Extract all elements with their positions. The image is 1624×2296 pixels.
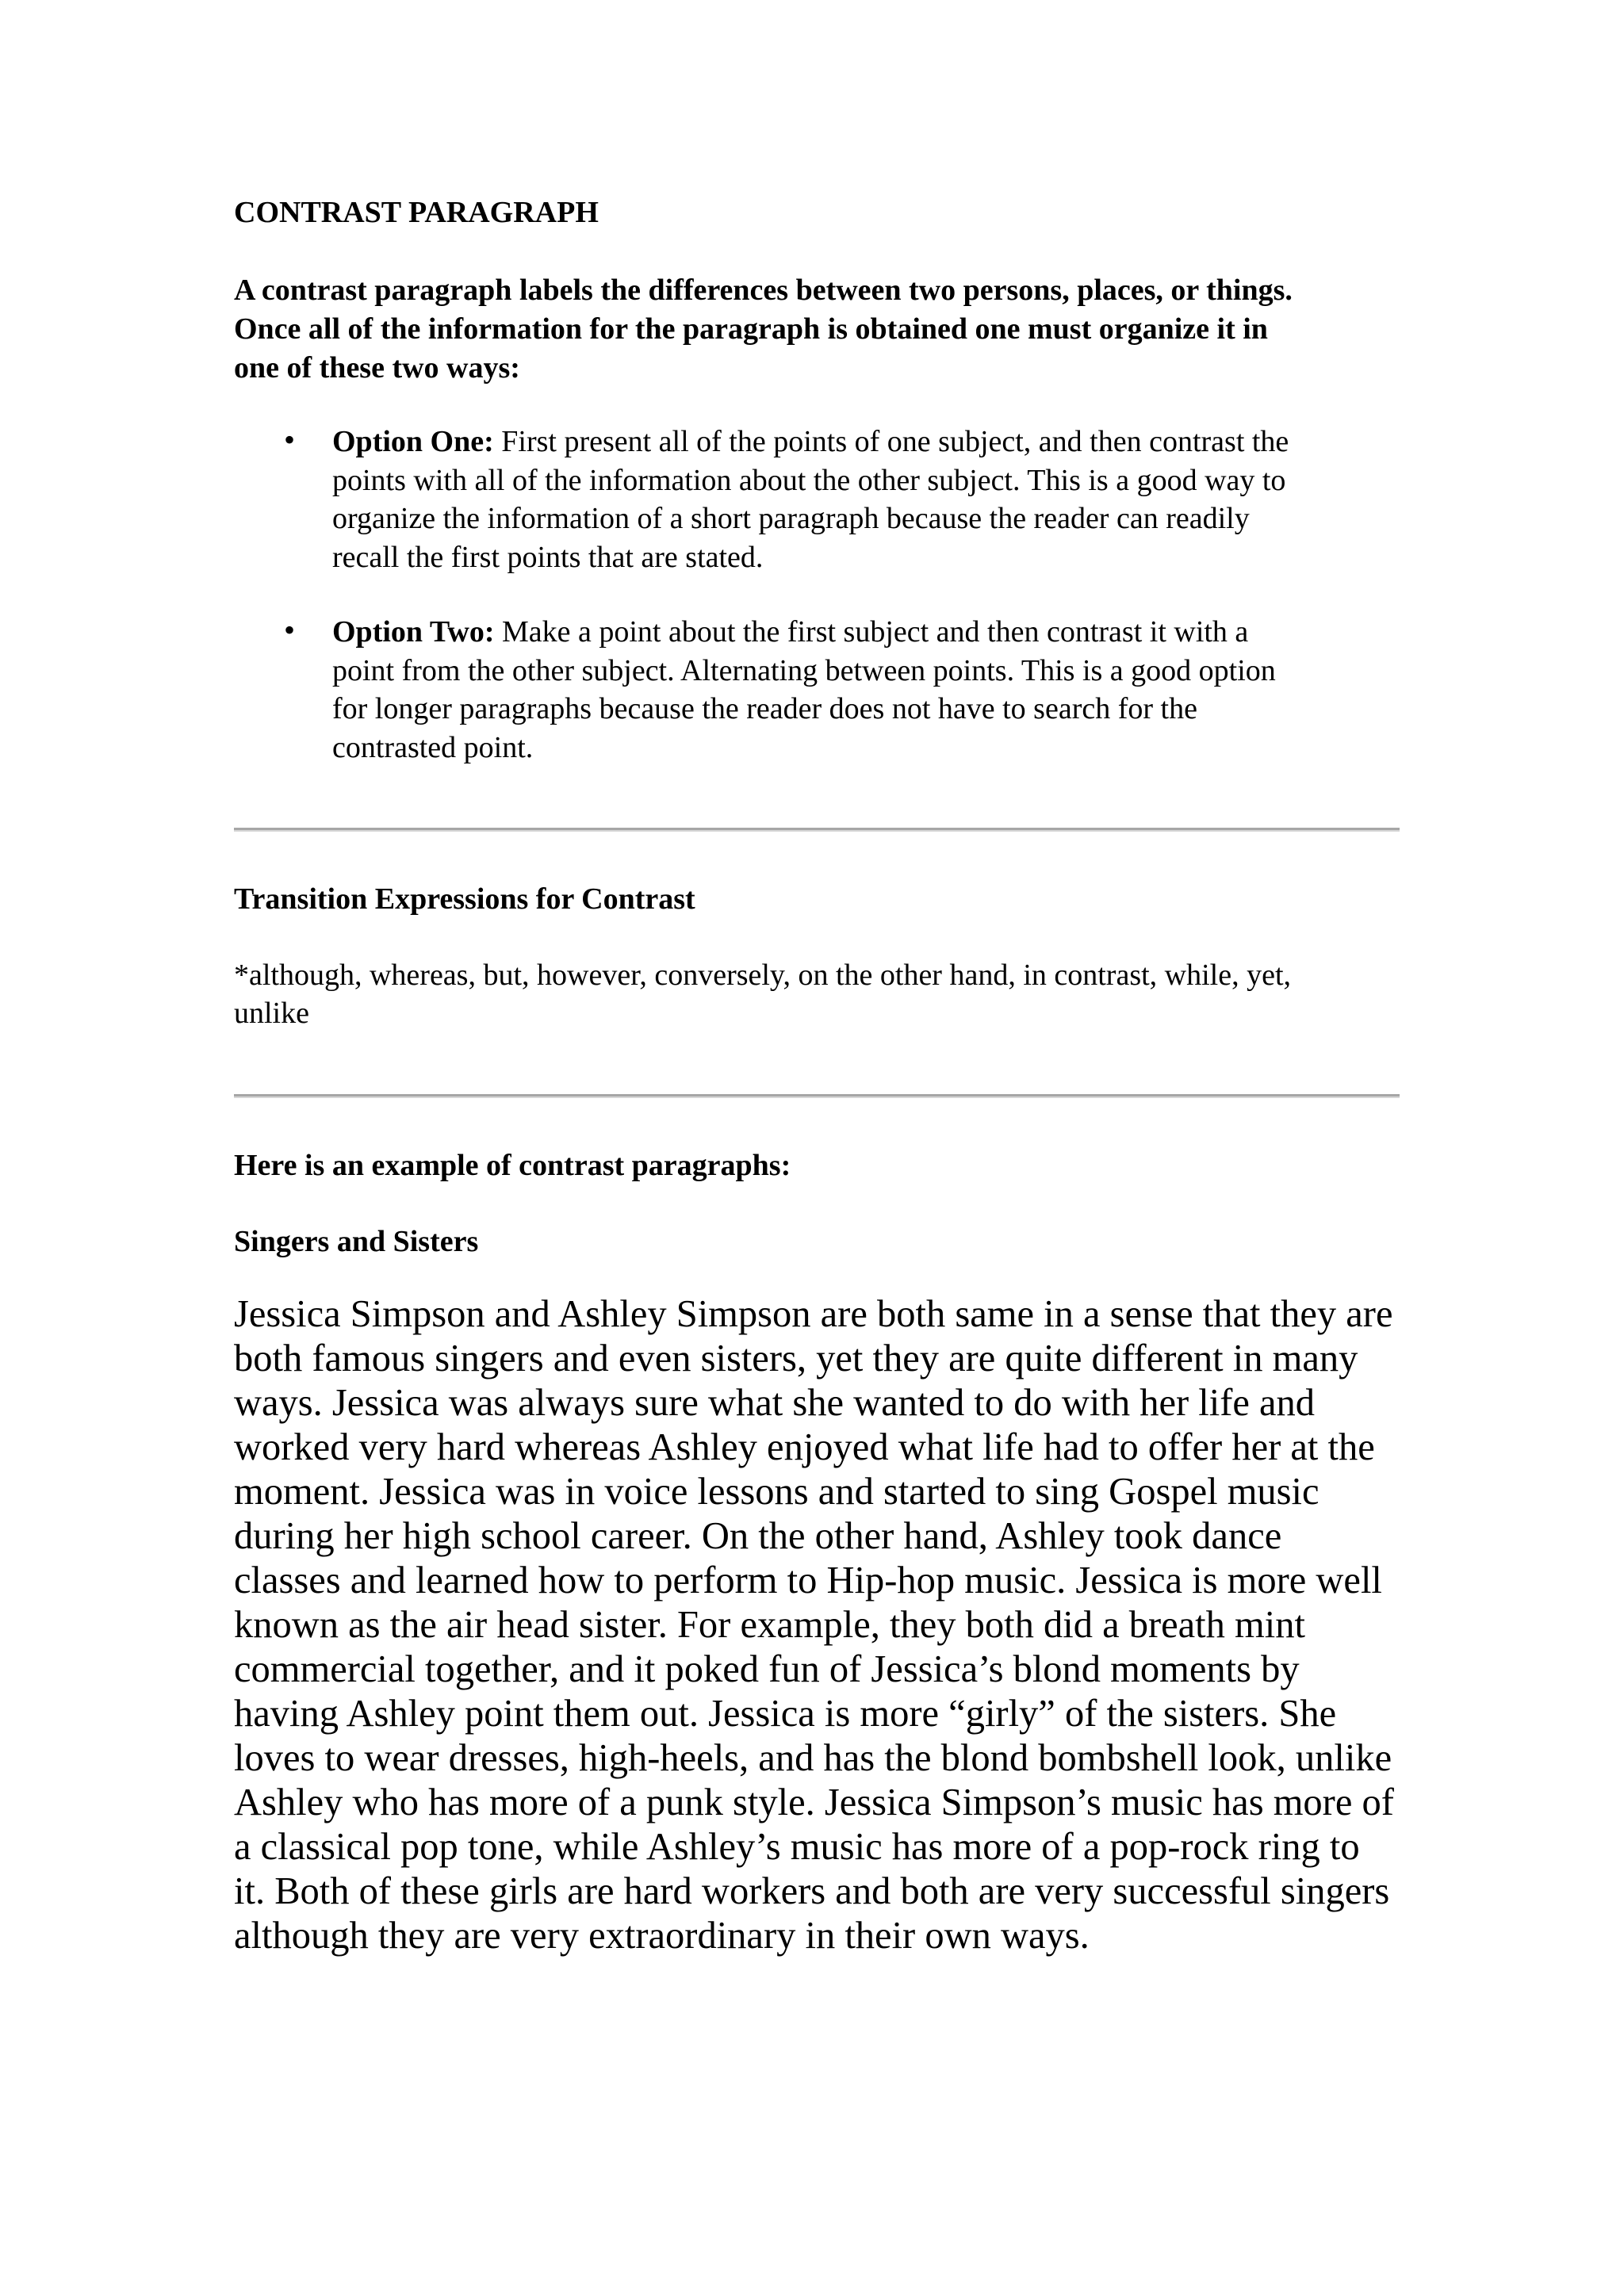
horizontal-rule <box>234 1094 1400 1098</box>
essay-line: having Ashley point them out. Jessica is more “girly” of the sisters. She <box>234 1693 1337 1735</box>
option-one-line-2: points with all of the information about the other subject. This is a good way to <box>332 463 1286 497</box>
transitions-line: *although, whereas, but, however, conversely, on the other hand, in contrast, while, yet, <box>234 959 1292 992</box>
essay-line: worked very hard whereas Ashley enjoyed what life had to offer her at the <box>234 1426 1375 1468</box>
bullet-icon: • <box>284 422 296 457</box>
option-one-line-4: recall the first points that are stated. <box>332 540 764 574</box>
option-two-line-1: Make a point about the first subject and then contrast it with a <box>494 615 1249 649</box>
intro-line: A contrast paragraph labels the differences between two persons, places, or things. <box>234 274 1293 307</box>
option-two-text <box>332 613 1427 767</box>
essay-line: ways. Jessica was always sure what she wanted to do with her life and <box>234 1382 1316 1424</box>
bullet-icon: • <box>284 612 296 648</box>
intro-paragraph <box>234 271 1408 388</box>
essay-line: both famous singers and even sisters, yet they are quite different in many <box>234 1337 1358 1380</box>
option-two-line-3: for longer paragraphs because the reader does not have to search for the <box>332 692 1197 725</box>
example-heading: Here is an example of contrast paragraphs: <box>234 1149 791 1182</box>
essay-line: Ashley who has more of a punk style. Jessica Simpson’s music has more of <box>234 1781 1394 1823</box>
option-line <box>332 423 1427 461</box>
essay-line: commercial together, and it poked fun of Jessica’s blond moments by <box>234 1648 1300 1690</box>
intro-line: one of these two ways: <box>234 351 520 385</box>
option-one-text <box>332 423 1427 576</box>
horizontal-rule <box>234 828 1400 832</box>
option-two-label: Option Two: <box>332 615 495 649</box>
essay-line: moment. Jessica was in voice lessons and started to sing Gospel music <box>234 1471 1320 1513</box>
essay-line: during her high school career. On the other hand, Ashley took dance <box>234 1515 1282 1557</box>
transitions-heading: Transition Expressions for Contrast <box>234 882 695 916</box>
essay-paragraph <box>234 1292 1439 1958</box>
intro-line: Once all of the information for the paragraph is obtained one must organize it in <box>234 312 1268 346</box>
essay-line: Jessica Simpson and Ashley Simpson are both same in a sense that they are <box>234 1293 1393 1335</box>
essay-line: it. Both of these girls are hard workers and both are very successful singers <box>234 1870 1390 1912</box>
option-two-line-2: point from the other subject. Alternating between points. This is a good option <box>332 653 1276 687</box>
option-one-line-3: organize the information of a short paragraph because the reader can readily <box>332 502 1250 535</box>
essay-line: a classical pop tone, while Ashley’s music has more of a pop-rock ring to <box>234 1826 1360 1868</box>
page-title: CONTRAST PARAGRAPH <box>234 196 599 229</box>
essay-line: known as the air head sister. For example, they both did a breath mint <box>234 1604 1305 1646</box>
transitions-list <box>234 956 1291 1032</box>
option-one-label: Option One: <box>332 425 494 458</box>
option-one-line-1: First present all of the points of one subject, and then contrast the <box>493 425 1289 458</box>
option-line <box>332 613 1427 652</box>
essay-title: Singers and Sisters <box>234 1225 479 1258</box>
essay-line: classes and learned how to perform to Hip-hop music. Jessica is more well <box>234 1559 1382 1601</box>
essay-line: loves to wear dresses, high-heels, and has the blond bombshell look, unlike <box>234 1737 1392 1779</box>
transitions-line: unlike <box>234 997 309 1030</box>
essay-line: although they are very extraordinary in their own ways. <box>234 1915 1090 1957</box>
option-two-line-4: contrasted point. <box>332 730 534 764</box>
